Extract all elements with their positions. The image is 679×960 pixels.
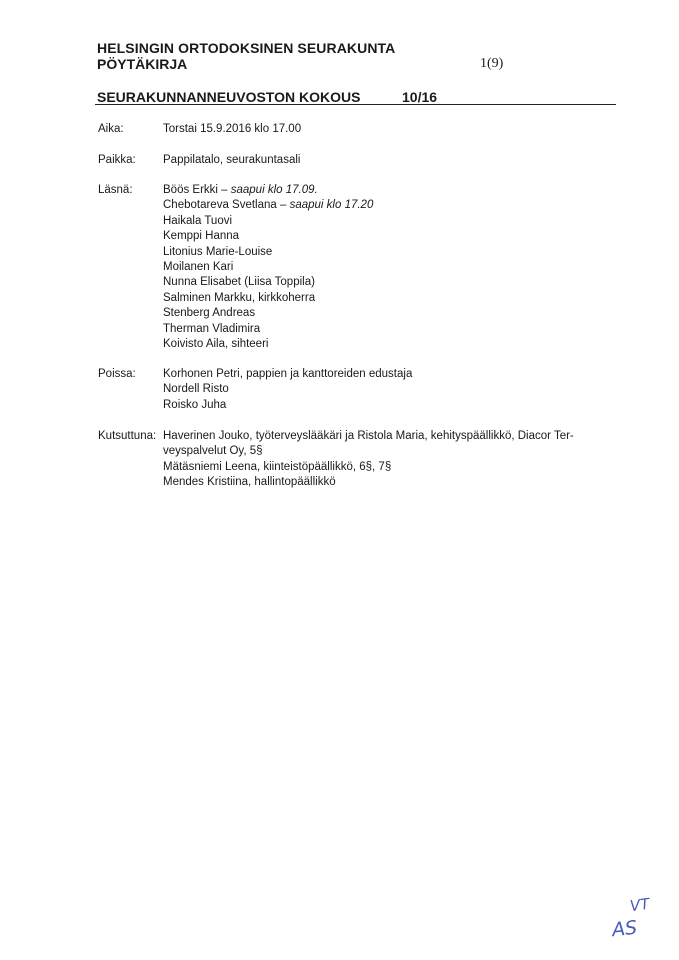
kutsuttuna-label: Kutsuttuna: xyxy=(98,430,157,442)
lasna-list xyxy=(163,183,373,352)
absent-name: Roisko Juha xyxy=(163,398,227,411)
lasna-label: Läsnä: xyxy=(98,184,133,196)
arrival-note: saapui klo 17.20 xyxy=(289,199,374,212)
handwritten-initials-bottom: AS xyxy=(610,916,639,942)
meeting-title: SEURAKUNNANNEUVOSTON KOKOUS xyxy=(97,89,361,105)
aika-value: Torstai 15.9.2016 klo 17.00 xyxy=(163,123,302,135)
aika-label: Aika: xyxy=(98,123,124,135)
poissa-list xyxy=(163,367,412,413)
kutsuttuna-list xyxy=(163,429,574,491)
invited-line: Mätäsniemi Leena, kiinteistöpäällikkö, 6§, 7§ xyxy=(163,460,392,473)
arrival-note: saapui klo 17.09. xyxy=(230,184,318,196)
document-type: PÖYTÄKIRJA xyxy=(97,56,188,72)
attendee-name: Moilanen Kari xyxy=(163,261,234,274)
handwritten-initials-top: VT xyxy=(628,894,651,916)
meeting-number: 10/16 xyxy=(402,89,438,105)
attendee-line xyxy=(163,198,373,213)
attendee-name: Haikala Tuovi xyxy=(163,214,233,227)
organization-name: HELSINGIN ORTODOKSINEN SEURAKUNTA xyxy=(97,40,396,56)
absent-name: Nordell Risto xyxy=(163,383,229,396)
attendee-name: Salminen Markku, kirkkoherra xyxy=(163,291,316,304)
page-number: 1(9) xyxy=(480,56,504,71)
attendee-line xyxy=(163,183,373,198)
attendee-name: Koivisto Aila, sihteeri xyxy=(163,338,269,351)
paikka-label: Paikka: xyxy=(98,154,136,166)
absent-name: Korhonen Petri, pappien ja kanttoreiden edustaja xyxy=(163,368,413,380)
invited-line: Haverinen Jouko, työterveyslääkäri ja Ristola Maria, kehityspäällikkö, Diacor Ter- xyxy=(163,430,574,442)
attendee-name: Stenberg Andreas xyxy=(163,307,256,320)
invited-line: Mendes Kristiina, hallintopäällikkö xyxy=(163,476,336,489)
invited-line: veyspalvelut Oy, 5§ xyxy=(163,445,263,458)
attendee-name: Böös Erkki – xyxy=(163,184,231,196)
paikka-value: Pappilatalo, seurakuntasali xyxy=(163,154,301,166)
attendee-name: Chebotareva Svetlana – xyxy=(163,199,290,212)
attendee-name: Kemppi Hanna xyxy=(163,230,240,243)
attendee-name: Nunna Elisabet (Liisa Toppila) xyxy=(163,276,315,289)
attendee-name: Litonius Marie-Louise xyxy=(163,245,273,258)
header-divider xyxy=(95,104,616,105)
poissa-label: Poissa: xyxy=(98,368,136,380)
attendee-name: Therman Vladimira xyxy=(163,322,261,335)
